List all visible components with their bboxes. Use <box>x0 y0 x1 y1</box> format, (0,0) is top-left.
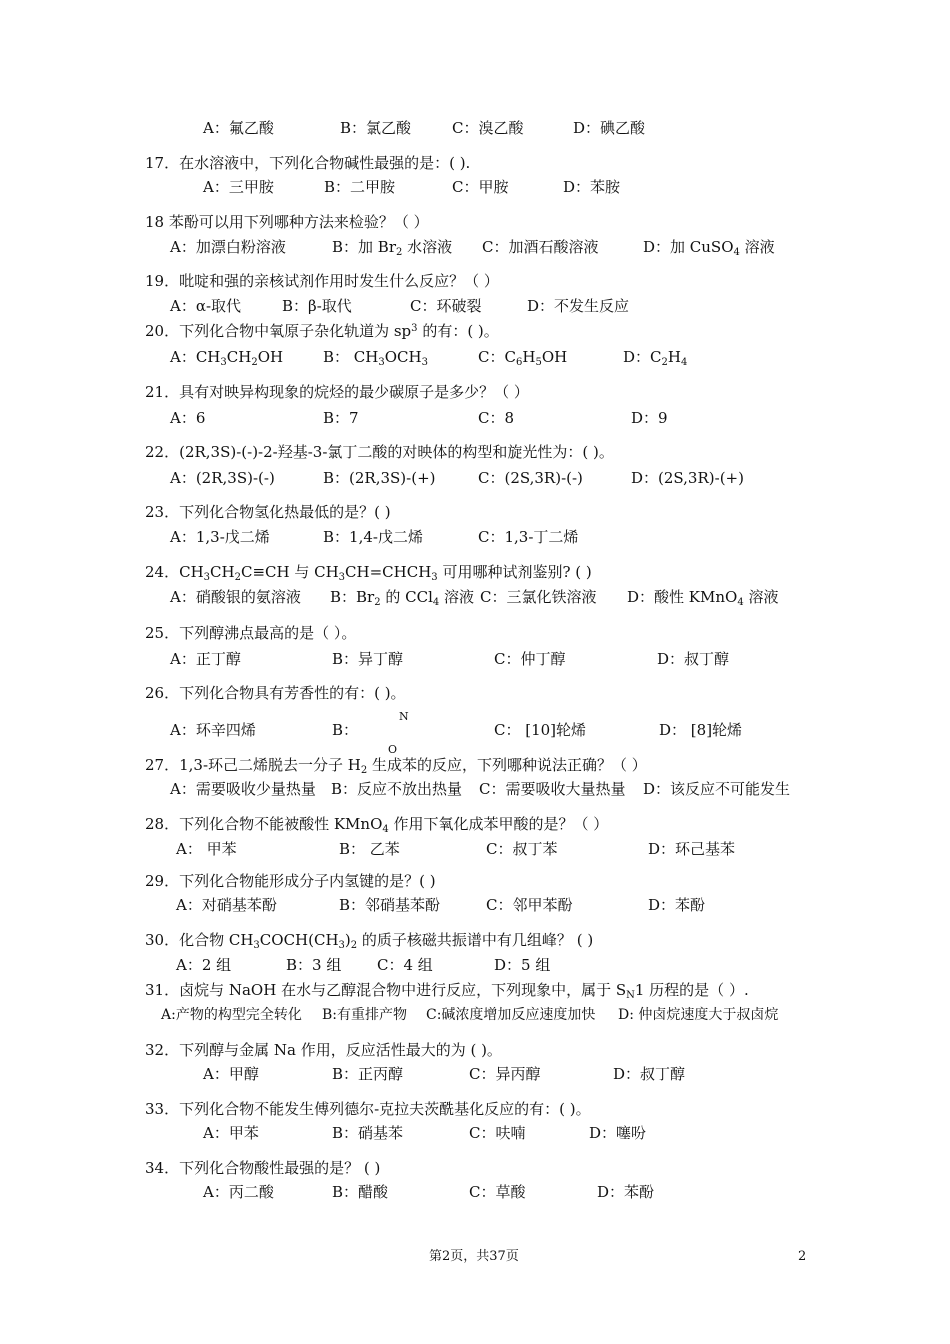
q32-option-a: A：甲醇 <box>203 1065 259 1083</box>
q26-option-c: C： [10]轮烯 <box>494 721 587 739</box>
q33-option-c: C：呋喃 <box>469 1124 526 1142</box>
q17-option-b: B：二甲胺 <box>324 178 396 196</box>
q17-option-d: D：苯胺 <box>563 178 621 196</box>
q22-option-a: A：(2R,3S)-(-) <box>170 469 275 487</box>
q19-option-a: A：α-取代 <box>170 297 242 315</box>
q18-option-c: C：加酒石酸溶液 <box>482 238 599 256</box>
q19-option-d: D：不发生反应 <box>527 297 630 315</box>
q26-option-b: B： <box>332 721 359 739</box>
q27-option-c: C：需要吸收大量热量 <box>479 780 626 798</box>
q28-option-b: B： 乙苯 <box>339 840 400 858</box>
q26-structure-atom-o: O <box>388 743 398 756</box>
q34-option-a: A：丙二酸 <box>203 1183 274 1201</box>
q34-option-c: C：草酸 <box>469 1183 526 1201</box>
q20-option-b: B： $CH_3OCH_3$ <box>323 348 428 368</box>
q32-option-c: C：异丙醇 <box>469 1065 541 1083</box>
q33-option-a: A：甲苯 <box>203 1124 259 1142</box>
q23-option-b: B：1,4-戊二烯 <box>323 528 423 546</box>
q27-option-d: D：该反应不可能发生 <box>643 780 791 798</box>
q17-option-c: C：甲胺 <box>452 178 509 196</box>
q24-option-b: B：$Br_2$ 的 CCl$_4$ 溶液 <box>330 588 475 608</box>
q17-option-a: A：三甲胺 <box>203 178 274 196</box>
q29-option-a: A：对硝基苯酚 <box>176 896 277 914</box>
q30-option-c: C：4 组 <box>377 956 433 974</box>
q30-option-b: B：3 组 <box>286 956 342 974</box>
q25-option-c: C：仲丁醇 <box>494 650 566 668</box>
q19-option-b: B：β-取代 <box>282 297 352 315</box>
q31-option-c: C:碱浓度增加反应速度加快 <box>426 1007 596 1023</box>
q28-option-a: A： 甲苯 <box>176 840 237 858</box>
q32-option-b: B：正丙醇 <box>332 1065 404 1083</box>
q16-option-c: C：溴乙酸 <box>452 119 524 137</box>
q18-option-a: A：加漂白粉溶液 <box>170 238 286 256</box>
q24-option-d: D：酸性 KMnO$_4$ 溶液 <box>627 588 779 608</box>
q30-option-d: D：5 组 <box>494 956 551 974</box>
q34-option-d: D：苯酚 <box>597 1183 655 1201</box>
q33-option-b: B：硝基苯 <box>332 1124 404 1142</box>
q32-option-d: D：叔丁醇 <box>613 1065 686 1083</box>
q25-option-d: D：叔丁醇 <box>657 650 730 668</box>
exam-page: A：氟乙酸 B：氯乙酸 C：溴乙酸 D：碘乙酸 17．在水溶液中，下列化合物碱性最强的是：( ). A：三甲胺 B：二甲胺 C：甲胺 D：苯胺 18 苯酚可以用下列哪种方法来检验？（ ） A：加漂白粉溶液 B：加 $Br_2$ 水溶液 C：加酒石酸溶液 D：加 CuSO$_4$ 溶液 19．吡啶和强的亲核试剂作用时发生什么反应？（ ） A：α-取代 B：β-取代 C：环破裂 D：不发生反应 20．下列化合物中氧原子杂化轨道为 $sp^3$ 的有：( )。 A：$CH_3CH_2OH$ B： $CH_3OCH_3$ C：$C_6H_5OH$ D：$C_2H_4$ 21．具有对映异构现象的烷烃的最少碳原子是多少？（ ） A：6 B：7 C：8 D：9 22．(2R,3S)-(-)-2-羟基-3-氯丁二酸的对映体的构型和旋光性为：( )。 A：(2R,3S)-(-) B：(2R,3S)-(+) C：(2S,3R)-(-) D：(2S,3R)-(+) 23．下列化合物氢化热最低的是？( ) A：1,3-戊二烯 B：1,4-戊二烯 C：1,3-丁二烯 24．$CH_3CH_2C\equiv CH$ 与 $CH_3CH=CHCH_3$ 可用哪种试剂鉴别? ( ) A：硝酸银的氨溶液 B：$Br_2$ 的 CCl$_4$ 溶液 C：三氯化铁溶液 D：酸性 KMnO$_4$ 溶液 25．下列醇沸点最高的是（ ）。 A：正丁醇 B：异丁醇 C：仲丁醇 D：叔丁醇 26．下列化合物具有芳香性的有：( )。 N A：环辛四烯 B： C： [10]轮烯 D： [8]轮烯 O 27．1,3-环己二烯脱去一分子 $H_2$ 生成苯的反应，下列哪种说法正确？（ ） A：需要吸收少量热量 B：反应不放出热量 C：需要吸收大量热量 D：该反应不可能发生 28．下列化合物不能被酸性 KMnO$_4$ 作用下氧化成苯甲酸的是？（ ） A： 甲苯 B： 乙苯 C：叔丁苯 D：环己基苯 29．下列化合物能形成分子内氢键的是？( ) A：对硝基苯酚 B：邻硝基苯酚 C：邻甲苯酚 D：苯酚 30．化合物 $CH_3COCH(CH_3)_2$ 的质子核磁共振谱中有几组峰？ ( ) A：2 组 B：3 组 C：4 组 D：5 组 31．卤烷与 NaOH 在水与乙醇混合物中进行反应，下列现象中，属于 $S_N1$ 历程的是（ ）. A:产物的构型完全转化 B:有重排产物 C:碱浓度增加反应速度加快 D: 仲卤烷速度大于叔卤烷 32．下列醇与金属 Na 作用，反应活性最大的为 ( )。 A：甲醇 B：正丙醇 C：异丙醇 D：叔丁醇 33．下列化合物不能发生傅列德尔-克拉夫茨酰基化反应的有：( )。 A：甲苯 B：硝基苯 C：呋喃 D：噻吩 34．下列化合物酸性最强的是？ ( ) A：丙二酸 B：醋酸 C：草酸 D：苯酚 第2页，共37页 2 <box>0 0 950 1344</box>
q31-option-d: D: 仲卤烷速度大于叔卤烷 <box>618 1007 779 1023</box>
q31-option-b: B:有重排产物 <box>322 1007 408 1023</box>
q23-option-a: A：1,3-戊二烯 <box>170 528 270 546</box>
q16-option-a: A：氟乙酸 <box>203 119 274 137</box>
q33-option-d: D：噻吩 <box>589 1124 647 1142</box>
q30-option-a: A：2 组 <box>176 956 232 974</box>
q26-option-a: A：环辛四烯 <box>170 721 256 739</box>
q20-option-a: A：$CH_3CH_2OH$ <box>170 348 284 368</box>
q24-option-a: A：硝酸银的氨溶液 <box>170 588 301 606</box>
page-number: 2 <box>798 1249 807 1264</box>
q16-option-b: B：氯乙酸 <box>340 119 412 137</box>
page-info: 第2页，共37页 <box>429 1249 519 1264</box>
q18-option-d: D：加 CuSO$_4$ 溶液 <box>643 238 775 258</box>
q29-option-d: D：苯酚 <box>648 896 706 914</box>
q20-option-d: D：$C_2H_4$ <box>623 348 688 368</box>
q16-option-d: D：碘乙酸 <box>573 119 646 137</box>
q34-option-b: B：醋酸 <box>332 1183 389 1201</box>
q21-option-c: C：8 <box>478 409 515 427</box>
q23-option-c: C：1,3-丁二烯 <box>478 528 579 546</box>
q22-option-c: C：(2S,3R)-(-) <box>478 469 583 487</box>
q20-option-c: C：$C_6H_5OH$ <box>478 348 568 368</box>
q31-option-a: A:产物的构型完全转化 <box>161 1007 302 1023</box>
q21-option-b: B：7 <box>323 409 359 427</box>
q25-option-a: A：正丁醇 <box>170 650 241 668</box>
q25-option-b: B：异丁醇 <box>332 650 404 668</box>
q29-option-b: B：邻硝基苯酚 <box>339 896 441 914</box>
q27-option-b: B：反应不放出热量 <box>331 780 463 798</box>
q27-option-a: A：需要吸收少量热量 <box>170 780 316 798</box>
q22-option-d: D：(2S,3R)-(+) <box>631 469 744 487</box>
q29-option-c: C：邻甲苯酚 <box>486 896 573 914</box>
q26-option-d: D： [8]轮烯 <box>659 721 743 739</box>
q24-option-c: C：三氯化铁溶液 <box>480 588 597 606</box>
q22-option-b: B：(2R,3S)-(+) <box>323 469 436 487</box>
q28-option-d: D：环己基苯 <box>648 840 736 858</box>
q26-structure-atom-n: N <box>399 710 409 723</box>
q19-option-c: C：环破裂 <box>410 297 482 315</box>
q21-option-a: A：6 <box>170 409 206 427</box>
q21-option-d: D：9 <box>631 409 668 427</box>
q18-option-b: B：加 $Br_2$ 水溶液 <box>332 238 453 258</box>
q28-option-c: C：叔丁苯 <box>486 840 558 858</box>
